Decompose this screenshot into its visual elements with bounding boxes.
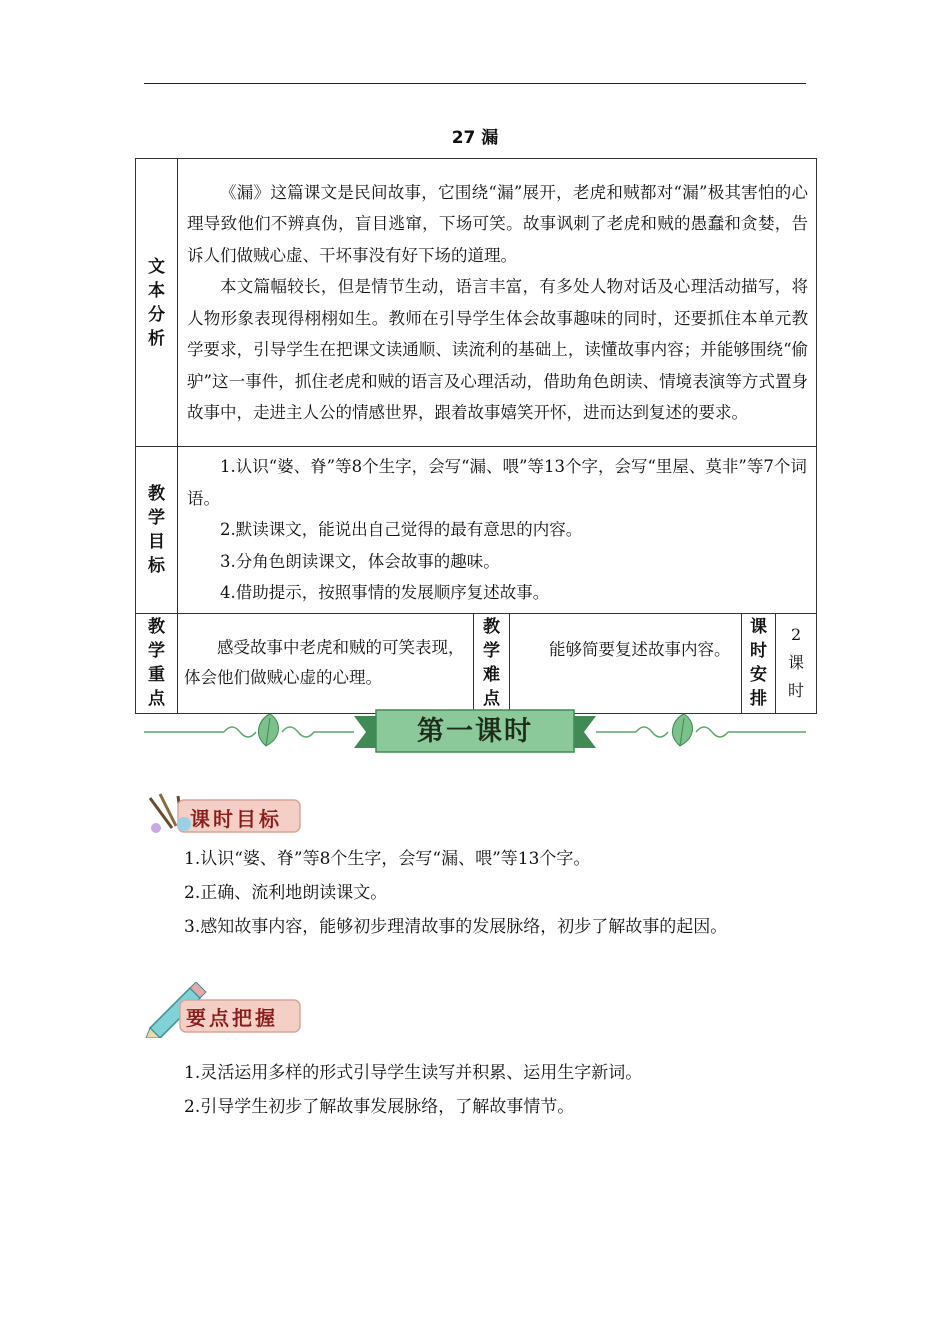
schedule-content: [776, 613, 817, 713]
banner-title: 第一课时: [417, 716, 533, 747]
difficulty-content: [510, 613, 742, 713]
flower-decoration: [151, 823, 161, 833]
goal-item: 3.分角色朗读课文，体会故事的趣味。: [220, 551, 500, 571]
key-text: 感受故事中老虎和贼的可笑表现，体会他们做贼心虚的心理。: [184, 638, 465, 687]
list-item: 1.认识“婆、脊”等8个生字，会写“漏、喂”等13个字。: [184, 849, 591, 869]
goal-item: 2.默读课文，能说出自己觉得的最有意思的内容。: [220, 520, 583, 539]
schedule-unit: 课时: [788, 653, 805, 700]
schedule-label: 课时安排: [750, 617, 767, 709]
section2-label: 要点把握: [186, 1006, 278, 1030]
section2-list: [184, 1056, 642, 1124]
schedule-header: [742, 613, 776, 713]
goals-row: [136, 447, 817, 614]
goals-label: 教学目标: [148, 483, 165, 576]
section1-label: 课时目标: [190, 807, 282, 831]
flower-decoration: [177, 817, 191, 831]
banner-swirl-right-2: [596, 727, 728, 737]
key-row: [136, 613, 817, 713]
analysis-header: [136, 159, 178, 447]
list-item: 3.感知故事内容，能够初步理清故事的发展脉络，初步了解故事的起因。: [184, 917, 728, 937]
header-rule: [144, 83, 806, 84]
list-item: 2.引导学生初步了解故事发展脉络，了解故事情节。: [184, 1097, 575, 1117]
banner-swirl-right: [636, 727, 668, 737]
analysis-paragraph: 本文篇幅较长，但是情节生动，语言丰富，有多处人物对话及心理活动描写，将人物形象表现得栩栩如生。教师在引导学生体会故事趣味的同时，还要抓住本单元教学要求，引导学生在把课文读通顺、读流利的基础上，读懂故事内容；并能够围绕“偷驴”这一事件，抓住老虎和贼的语言及心理活动，借助角色朗读、情境表演等方式置身故事中，走进主人公的情感世界，跟着故事嬉笑开怀，进而达到复述的要求。: [187, 277, 809, 422]
key-header: [136, 613, 178, 713]
banner-swirl-left: [224, 727, 256, 737]
section1-list: [184, 842, 727, 944]
key-label: 教学重点: [148, 617, 165, 709]
list-item: 1.灵活运用多样的形式引导学生读写并积累、运用生字新词。: [184, 1063, 643, 1083]
difficulty-text: 能够简要复述故事内容。: [549, 640, 731, 659]
lesson-title: 27 漏: [451, 128, 499, 148]
banner-swirl-left-2: [282, 727, 354, 737]
analysis-paragraph: 《漏》这篇课文是民间故事，它围绕“漏”展开，老虎和贼都对“漏”极其害怕的心理导致他们不辨真伪，盲目逃窜，下场可笑。故事讽刺了老虎和贼的愚蠢和贪婪，告诉人们做贼心虚、干坏事没有好下场的道理。: [187, 182, 809, 265]
schedule-value: 2: [790, 625, 802, 644]
list-item: 2.正确、流利地朗读课文。: [184, 883, 388, 903]
goals-content: [178, 447, 817, 614]
difficulty-header: [474, 613, 510, 713]
goal-item: 4.借助提示，按照事情的发展顺序复述故事。: [220, 583, 550, 602]
difficulty-label: 教学难点: [483, 617, 500, 709]
analysis-content: [178, 159, 817, 447]
analysis-row: [136, 159, 817, 447]
key-content: [178, 613, 474, 713]
lesson-plan-table: [135, 158, 817, 714]
goals-header: [136, 447, 178, 614]
analysis-label: 文本分析: [148, 256, 165, 349]
goal-item: 1.认识“婆、脊”等8个生字，会写“漏、喂”等13个字，会写“里屋、莫非”等7个词语。: [187, 457, 807, 508]
